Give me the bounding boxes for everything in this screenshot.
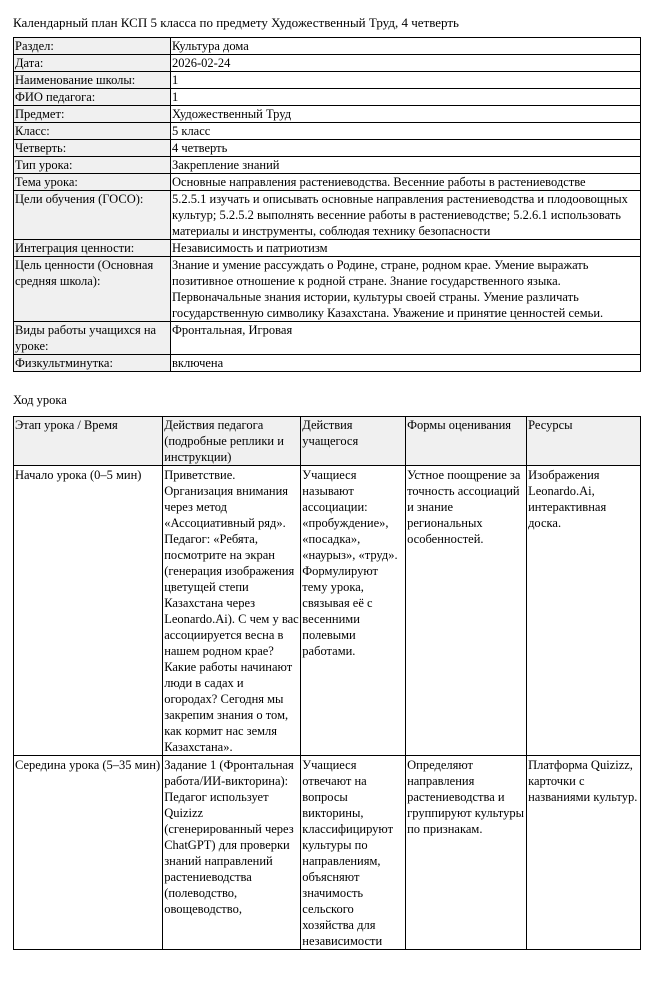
flow-cell-student: Учащиеся называют ассоциации: «пробуждение», «посадка», «наурыз», «труд». Формулируют тему урока, связывая её с весенними полевыми работами. bbox=[301, 466, 406, 756]
flow-cell-student: Учащиеся отвечают на вопросы викторины, классифицируют культуры по направлениям, объясняют значимость сельского хозяйства для независимости bbox=[301, 756, 406, 950]
flow-cell-teacher: Задание 1 (Фронтальная работа/ИИ-викторина): Педагог использует Quizizz (сгенерированный через ChatGPT) для проверки знаний направлений растениеводства (полеводство, овощеводство, bbox=[163, 756, 301, 950]
meta-row bbox=[14, 106, 641, 123]
lesson-flow-table bbox=[13, 416, 641, 950]
meta-value: 2026-02-24 bbox=[171, 55, 641, 72]
flow-header-cell: Ресурсы bbox=[527, 417, 641, 466]
meta-row bbox=[14, 38, 641, 55]
meta-value: Культура дома bbox=[171, 38, 641, 55]
meta-row bbox=[14, 123, 641, 140]
lesson-info-table bbox=[13, 37, 641, 372]
meta-label: Наименование школы: bbox=[14, 72, 171, 89]
meta-row bbox=[14, 240, 641, 257]
meta-value: Основные направления растениеводства. Весенние работы в растениеводстве bbox=[171, 174, 641, 191]
flow-header-cell: Действия педагога (подробные реплики и инструкции) bbox=[163, 417, 301, 466]
flow-cell-assessment: Устное поощрение за точность ассоциаций и знание региональных особенностей. bbox=[406, 466, 527, 756]
meta-row bbox=[14, 191, 641, 240]
flow-cell-assessment: Определяют направления растениеводства и группируют культуры по признакам. bbox=[406, 756, 527, 950]
meta-value: Фронтальная, Игровая bbox=[171, 322, 641, 355]
flow-header-row bbox=[14, 417, 641, 466]
meta-row bbox=[14, 55, 641, 72]
meta-row bbox=[14, 355, 641, 372]
meta-value: Художественный Труд bbox=[171, 106, 641, 123]
meta-value: Знание и умение рассуждать о Родине, стране, родном крае. Умение выражать позитивное отношение к родной стране. Знание государственного языка. Первоначальные знания истории, культуры своей страны. Умение различать государственную символику Казахстана. Уважение и принятие ценностей семьи. bbox=[171, 257, 641, 322]
meta-label: Дата: bbox=[14, 55, 171, 72]
meta-label: Физкультминутка: bbox=[14, 355, 171, 372]
meta-label: Класс: bbox=[14, 123, 171, 140]
flow-row bbox=[14, 466, 641, 756]
meta-label: Интеграция ценности: bbox=[14, 240, 171, 257]
meta-value: 1 bbox=[171, 72, 641, 89]
flow-cell-resources: Изображения Leonardo.Ai, интерактивная доска. bbox=[527, 466, 641, 756]
meta-row bbox=[14, 157, 641, 174]
meta-value: 4 четверть bbox=[171, 140, 641, 157]
meta-row bbox=[14, 322, 641, 355]
flow-cell-stage: Начало урока (0–5 мин) bbox=[14, 466, 163, 756]
meta-label: Тема урока: bbox=[14, 174, 171, 191]
meta-value: 5 класс bbox=[171, 123, 641, 140]
meta-label: Цель ценности (Основная средняя школа): bbox=[14, 257, 171, 322]
meta-row bbox=[14, 89, 641, 106]
meta-label: Цели обучения (ГОСО): bbox=[14, 191, 171, 240]
meta-value: включена bbox=[171, 355, 641, 372]
flow-header-cell: Действия учащегося bbox=[301, 417, 406, 466]
meta-value: Независимость и патриотизм bbox=[171, 240, 641, 257]
meta-value: 1 bbox=[171, 89, 641, 106]
flow-row bbox=[14, 756, 641, 950]
flow-cell-teacher: Приветствие. Организация внимания через метод «Ассоциативный ряд». Педагог: «Ребята, посмотрите на экран (генерация изображения цветущей степи Казахстана через Leonardo.Ai). С чем у вас ассоциируется весна в нашем родном крае? Какие работы начинают люди в садах и огородах? Сегодня мы закрепим знания о том, как кормит нас земля Казахстана». bbox=[163, 466, 301, 756]
meta-label: Раздел: bbox=[14, 38, 171, 55]
flow-cell-resources: Платформа Quizizz, карточки с названиями культур. bbox=[527, 756, 641, 950]
flow-cell-stage: Середина урока (5–35 мин) bbox=[14, 756, 163, 950]
meta-row bbox=[14, 140, 641, 157]
meta-row bbox=[14, 72, 641, 89]
lesson-flow-title: Ход урока bbox=[13, 393, 67, 407]
meta-label: ФИО педагога: bbox=[14, 89, 171, 106]
meta-value: 5.2.5.1 изучать и описывать основные направления растениеводства и плодоовощных культур; 5.2.5.2 выполнять весенние работы в растениеводстве; 5.2.6.1 использовать материалы и инструменты, соблюдая технику безопасности bbox=[171, 191, 641, 240]
meta-row bbox=[14, 174, 641, 191]
flow-header-cell: Этап урока / Время bbox=[14, 417, 163, 466]
meta-label: Тип урока: bbox=[14, 157, 171, 174]
meta-label: Виды работы учащихся на уроке: bbox=[14, 322, 171, 355]
meta-value: Закрепление знаний bbox=[171, 157, 641, 174]
meta-label: Предмет: bbox=[14, 106, 171, 123]
meta-row bbox=[14, 257, 641, 322]
page-title: Календарный план КСП 5 класса по предмету Художественный Труд, 4 четверть bbox=[13, 15, 459, 30]
flow-header-cell: Формы оценивания bbox=[406, 417, 527, 466]
meta-label: Четверть: bbox=[14, 140, 171, 157]
